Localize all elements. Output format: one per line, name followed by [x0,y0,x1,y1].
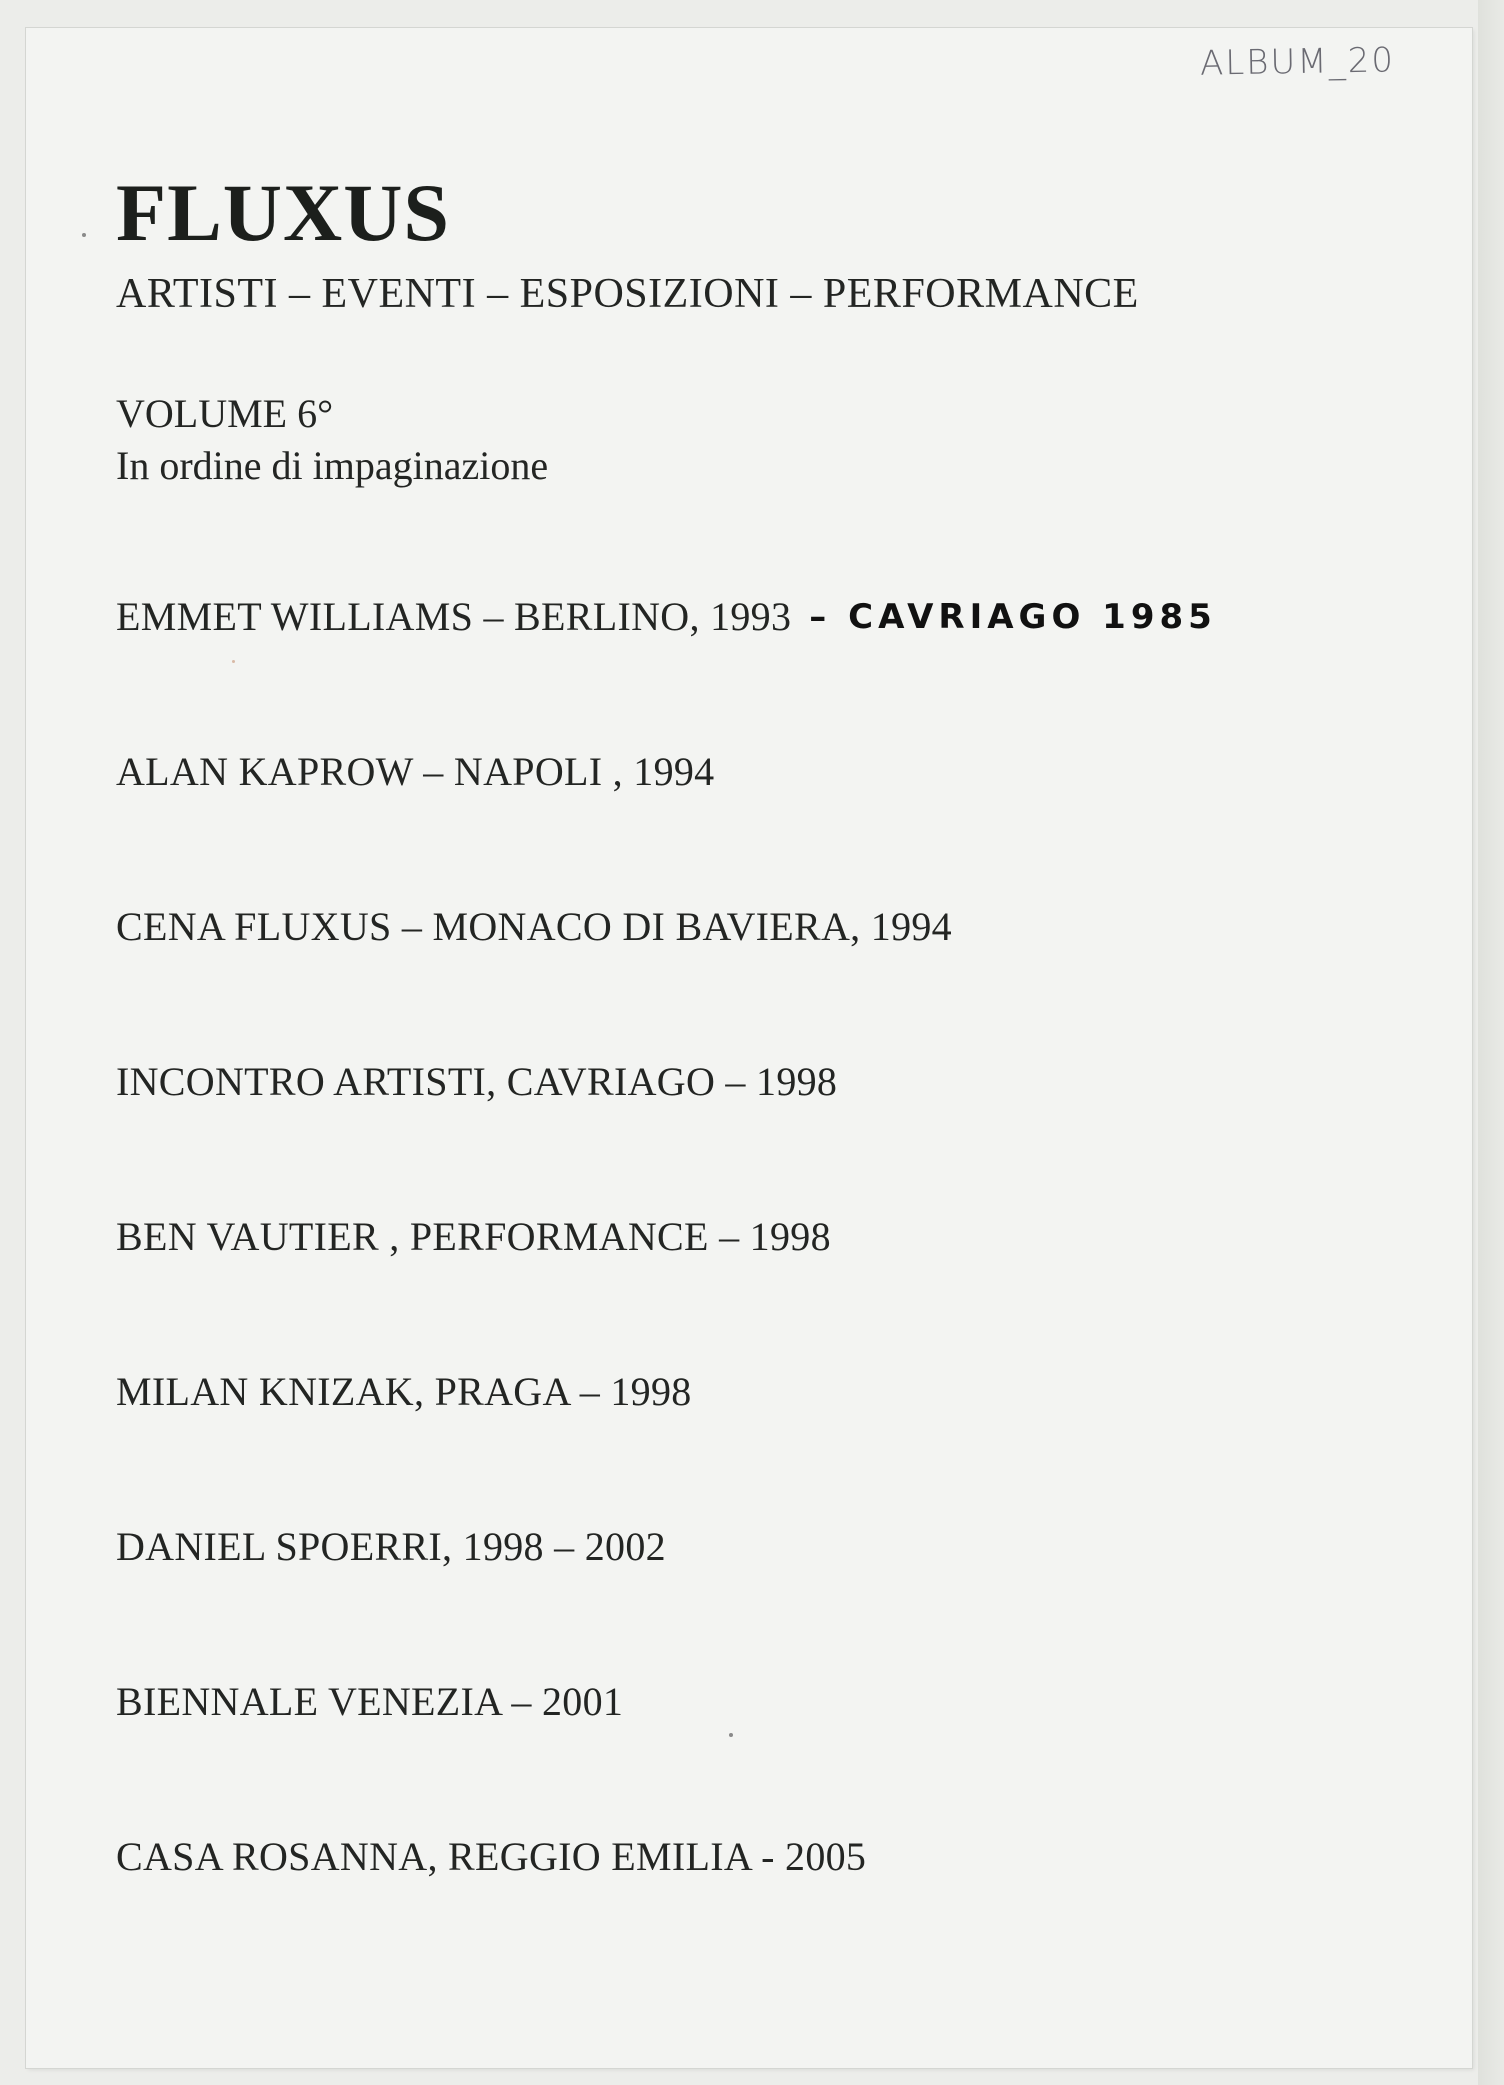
paper-speck [82,233,86,237]
album-label-handwritten: ALBUM_20 [1199,40,1396,84]
entry-text: DANIEL SPOERRI, 1998 – 2002 [116,1524,666,1569]
entry-text: INCONTRO ARTISTI, CAVRIAGO – 1998 [116,1059,838,1104]
list-item [116,593,1217,748]
entry-text: MILAN KNIZAK, PRAGA – 1998 [116,1369,692,1414]
list-item [116,748,1217,903]
list-item [116,1523,1217,1678]
entry-text: ALAN KAPROW – NAPOLI , 1994 [116,749,715,794]
page-subtitle: ARTISTI – EVENTI – ESPOSIZIONI – PERFORMANCE [116,271,1139,317]
list-item [116,903,1217,1058]
list-item [116,1213,1217,1368]
entry-text: BEN VAUTIER , PERFORMANCE – 1998 [116,1214,831,1259]
volume-info [116,388,548,492]
paper-speck [729,1733,733,1737]
entry-text: EMMET WILLIAMS – BERLINO, 1993 [116,594,792,639]
volume-number: VOLUME 6° [116,391,334,436]
volume-note: In ordine di impaginazione [116,443,549,488]
page-title: FLUXUS [116,167,451,258]
entry-text: BIENNALE VENEZIA – 2001 [116,1679,624,1724]
handwritten-annotation: – CAVRIAGO 1985 [809,597,1217,637]
list-item [116,1368,1217,1523]
paper-speck [232,660,235,663]
entry-text: CASA ROSANNA, REGGIO EMILIA - 2005 [116,1834,867,1879]
list-item [116,1058,1217,1213]
entry-text: CENA FLUXUS – MONACO DI BAVIERA, 1994 [116,904,952,949]
album-binding-strip [1478,0,1504,2085]
event-list [116,593,1217,1988]
list-item [116,1833,1217,1988]
list-item [116,1678,1217,1833]
